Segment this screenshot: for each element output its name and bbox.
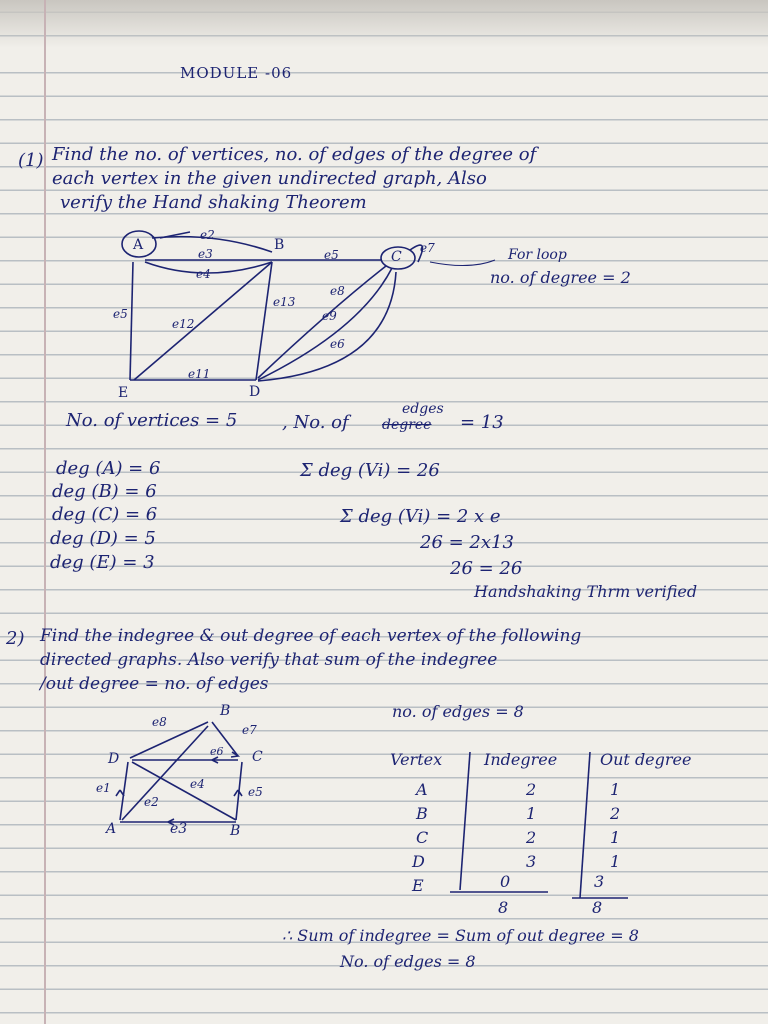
q2-vertex-b-top: B	[220, 703, 231, 719]
q1-vertices-count: No. of vertices = 5	[66, 410, 238, 431]
q1-vertex-e: E	[118, 385, 129, 401]
q1-label-e4: e4	[196, 267, 211, 281]
table-row-c-vertex: C	[416, 828, 429, 847]
sum-line-1: Σ deg (Vi) = 26	[300, 460, 440, 481]
q1-vertex-a: A	[133, 237, 144, 253]
loop-note-line-1: For loop	[508, 247, 567, 263]
q1-label-e12: e12	[172, 317, 195, 331]
q1-line-1: Find the no. of vertices, no. of edges of the degree of	[52, 144, 537, 165]
table-header-outdegree: Out degree	[600, 750, 692, 769]
table-row-d-indegree: 3	[526, 852, 537, 871]
q1-label-e13: e13	[273, 295, 296, 309]
deg-e: deg (E) = 3	[50, 552, 155, 573]
table-row-b-outdegree: 2	[610, 804, 621, 823]
q1-vertex-d: D	[249, 384, 261, 400]
table-row-e-outdegree: 3	[594, 872, 605, 891]
q2-vertex-c: C	[252, 749, 263, 765]
table-divider-2	[580, 752, 590, 898]
table-row-d-vertex: D	[412, 852, 425, 871]
table-row-a-outdegree: 1	[610, 780, 621, 799]
q1-line-2: each vertex in the given undirected graph, Also	[52, 168, 487, 189]
q1-label-e8: e8	[330, 284, 345, 298]
q2-label-e3: e3	[170, 821, 188, 837]
q1-number: (1)	[18, 150, 44, 171]
deg-b: deg (B) = 6	[52, 481, 157, 502]
q2-edges-count: no. of edges = 8	[392, 702, 524, 721]
table-header-indegree: Indegree	[484, 750, 558, 769]
table-total-indegree: 8	[498, 898, 509, 917]
loop-note-line-2: no. of degree = 2	[490, 268, 631, 287]
arrow-e1	[116, 790, 124, 796]
q2-vertex-d: D	[108, 751, 120, 767]
q2-line-3: /out degree = no. of edges	[40, 674, 269, 694]
q1-label-e14: e5	[113, 307, 128, 321]
q2-conclusion-1: ∴ Sum of indegree = Sum of out degree = 8	[282, 926, 639, 945]
q1-label-e2: e2	[200, 228, 215, 242]
q2-label-e8: e8	[152, 715, 167, 729]
q1-edges-prefix: , No. of	[282, 412, 349, 433]
deg-c: deg (C) = 6	[52, 504, 158, 525]
table-row-d-outdegree: 1	[610, 852, 621, 871]
q2-label-e5: e5	[248, 785, 263, 799]
q1-vertex-b: B	[274, 237, 285, 253]
q2-label-e7: e7	[242, 723, 257, 737]
q1-line-3: verify the Hand shaking Theorem	[60, 192, 367, 213]
q1-edges-struck: degree	[382, 417, 432, 433]
q2-number: 2)	[6, 628, 25, 649]
table-row-b-vertex: B	[416, 804, 428, 823]
sum-line-2: Σ deg (Vi) = 2 x e	[340, 506, 501, 527]
table-row-a-indegree: 2	[526, 780, 537, 799]
q1-vertex-c: C	[391, 249, 402, 265]
edge-e8	[130, 722, 208, 758]
q2-label-e2: e2	[144, 795, 159, 809]
q1-edges-value: = 13	[460, 412, 504, 433]
table-row-c-outdegree: 1	[610, 828, 621, 847]
table-total-outdegree: 8	[592, 898, 603, 917]
module-title: MODULE -06	[180, 64, 293, 82]
handshaking-verified: Handshaking Thrm verified	[474, 582, 698, 601]
q2-line-1: Find the indegree & out degree of each vertex of the following	[40, 626, 582, 646]
sum-line-4: 26 = 26	[450, 558, 523, 579]
table-row-e-indegree: 0	[500, 872, 511, 891]
q2-label-e6: e6	[210, 745, 224, 758]
q2-label-e1: e1	[96, 781, 111, 795]
deg-a: deg (A) = 6	[56, 458, 161, 479]
q2-vertex-b-bottom: B	[230, 823, 241, 839]
table-row-b-indegree: 1	[526, 804, 537, 823]
q1-label-e11: e11	[188, 367, 211, 381]
q1-label-e9: e9	[322, 309, 337, 323]
sum-line-3: 26 = 2x13	[420, 532, 514, 553]
deg-d: deg (D) = 5	[50, 528, 156, 549]
q2-conclusion-2: No. of edges = 8	[340, 952, 476, 971]
q1-label-e6: e6	[330, 337, 345, 351]
q1-label-e3: e3	[198, 247, 213, 261]
q2-label-e4: e4	[190, 777, 205, 791]
table-header-vertex: Vertex	[390, 750, 443, 769]
table-row-a-vertex: A	[416, 780, 428, 799]
q1-edges-inserted: edges	[402, 401, 444, 417]
q2-line-2: directed graphs. Also verify that sum of the indegree	[40, 650, 498, 670]
table-row-c-indegree: 2	[526, 828, 537, 847]
edge-e4	[122, 726, 208, 820]
table-row-e-vertex: E	[412, 876, 424, 895]
q1-label-e7: e7	[420, 241, 435, 255]
q2-vertex-a: A	[106, 821, 117, 837]
q1-label-e5: e5	[324, 248, 339, 262]
arrow-e7	[231, 752, 238, 757]
table-divider-1	[460, 752, 470, 890]
